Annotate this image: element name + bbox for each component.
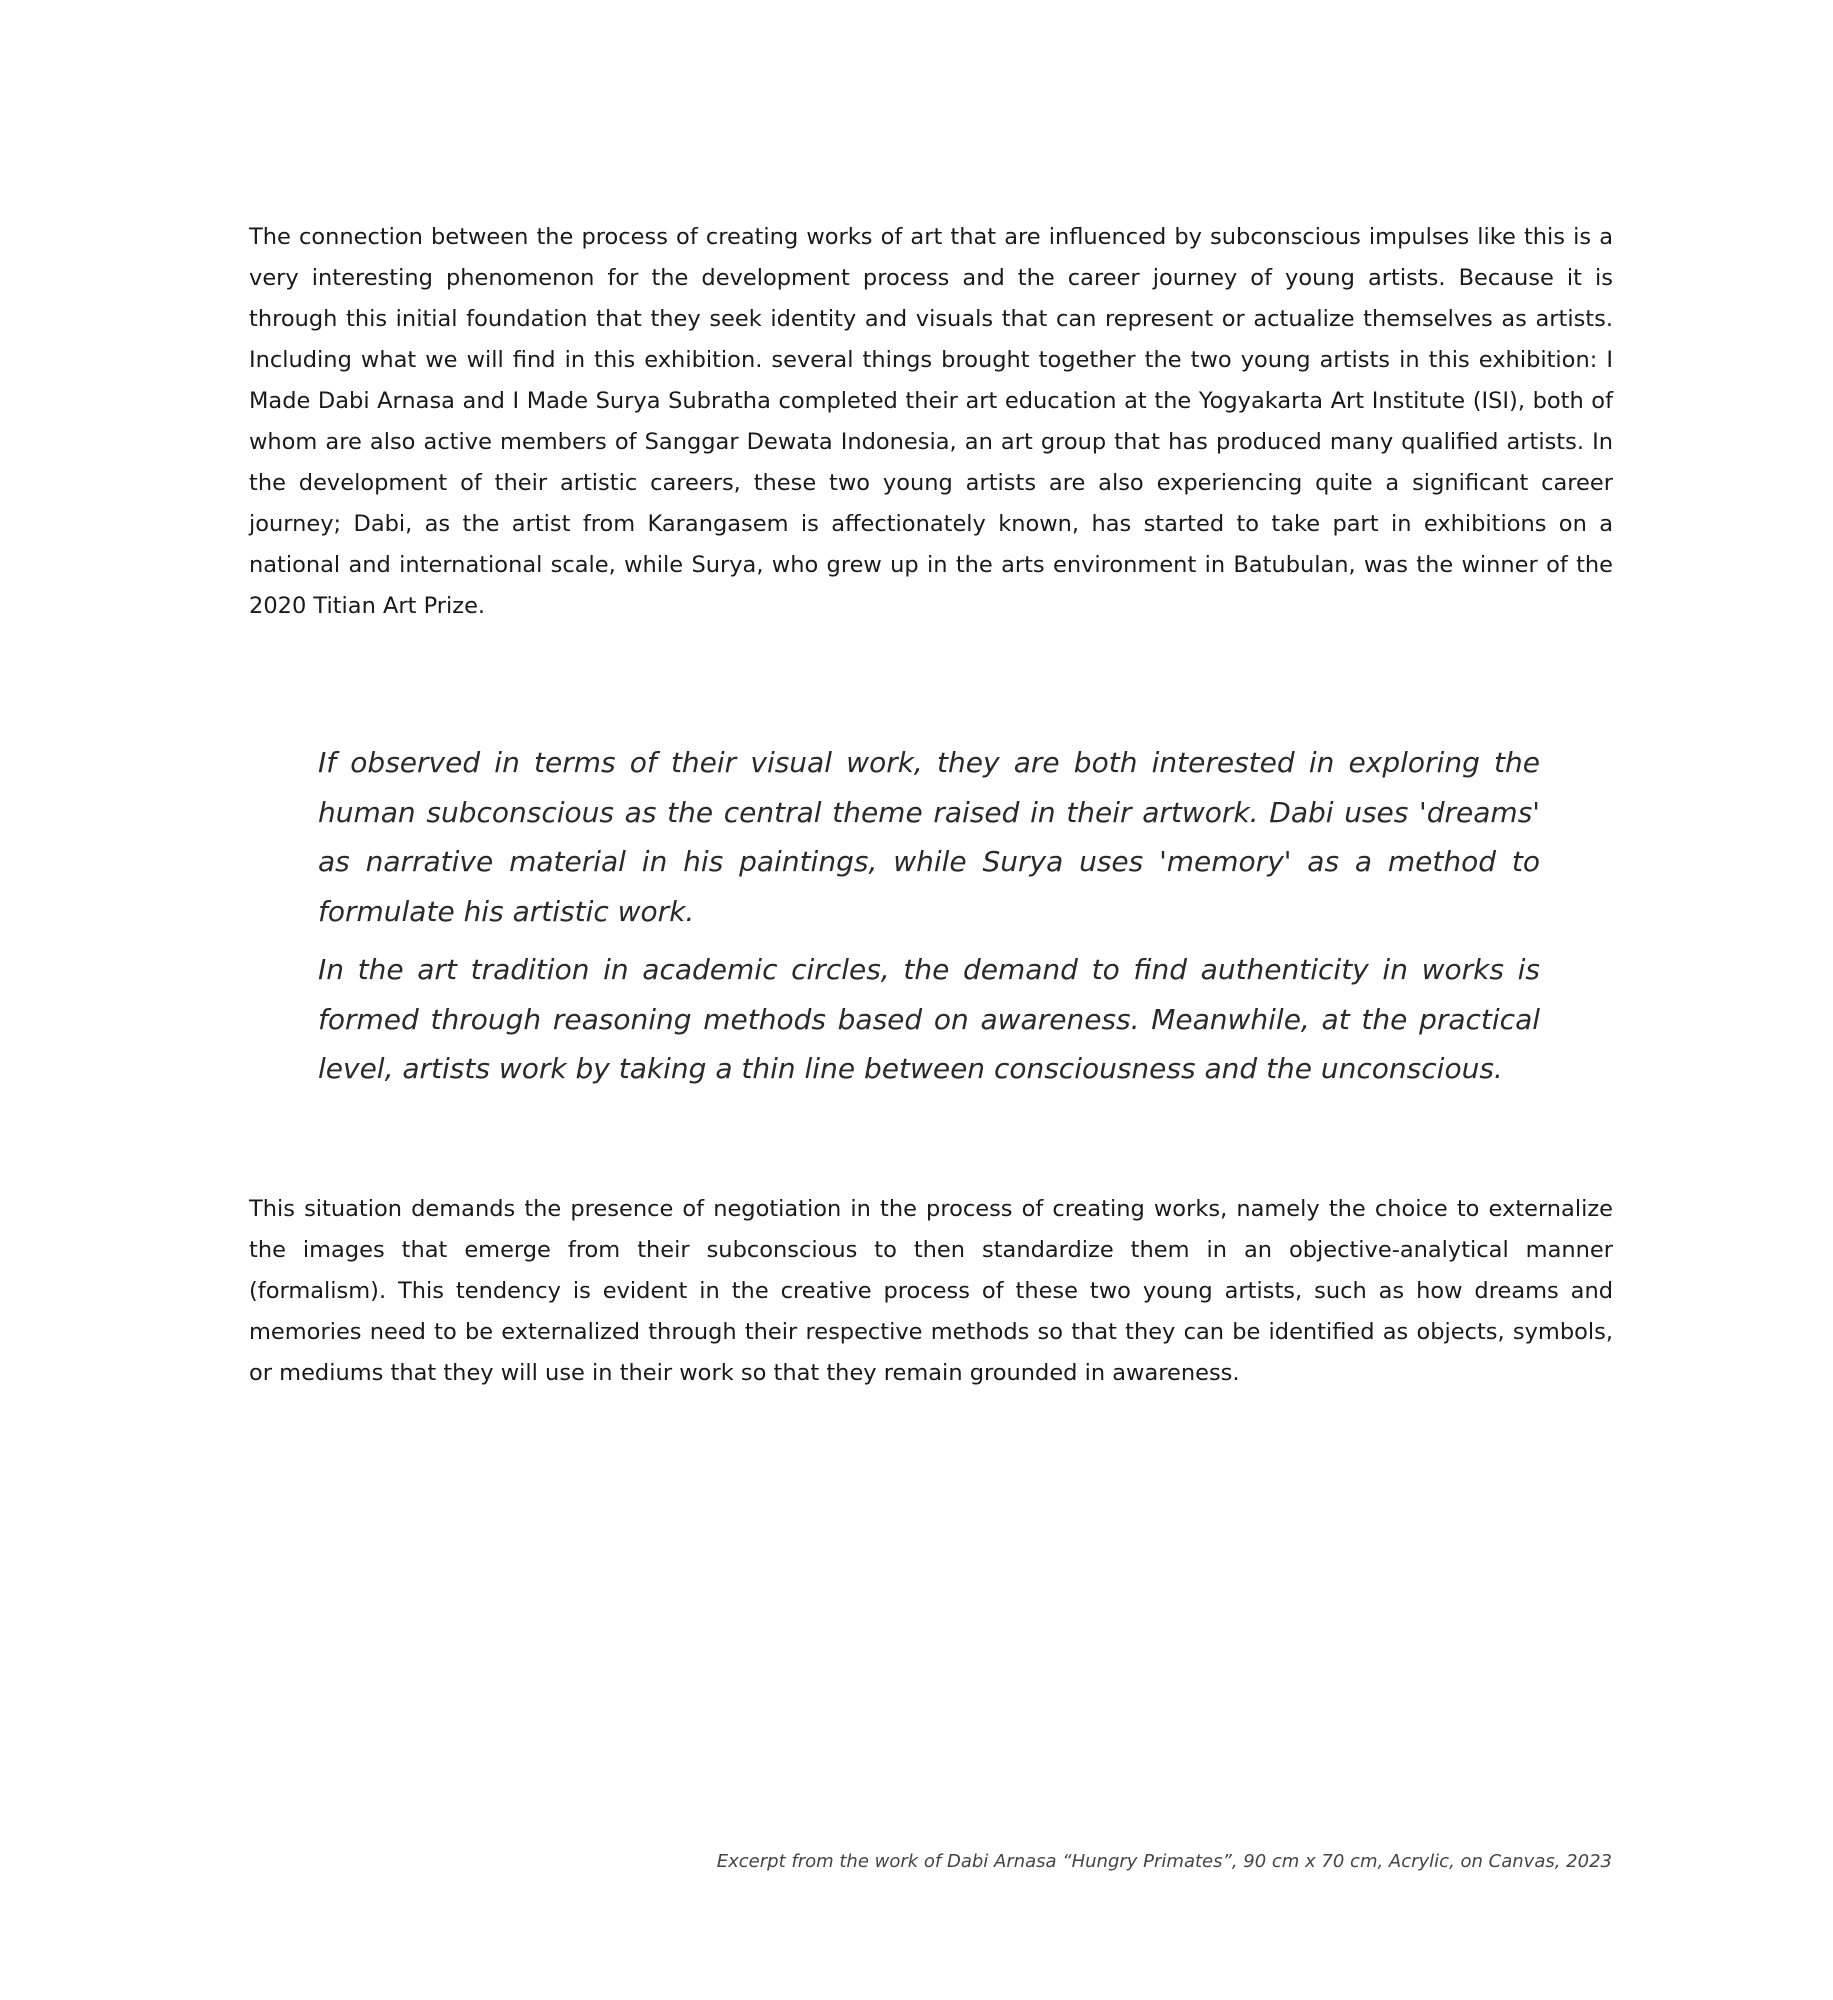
pull-quote-themes: If observed in terms of their visual work, they are both interested in exploring the human subconscious as the central theme raised in their artwork. Dabi uses 'dreams' as narrative material in his paintings, while Surya uses 'memory' as a method to formulate his artistic work. [318,746,1540,928]
pull-quote-tradition: In the art tradition in academic circles, the demand to find authenticity in works is formed through reasoning methods based on awareness. Meanwhile, at the practical level, artists work by taking a thin line between consciousness and the unconscious. [318,953,1540,1085]
artwork-caption: Excerpt from the work of Dabi Arnasa “Hungry Primates”, 90 cm x 70 cm, Acrylic, on Canvas, 2023 [716,1851,1612,1872]
body-paragraph-intro: The connection between the process of creating works of art that are influenced by subconscious impulses like this is a very interesting phenomenon for the development process and the career journey of young artists. Because it is through this initial foundation that they seek identity and visuals that can represent or actualize themselves as artists. Including what we will find in this exhibition. several things brought together the two young artists in this exhibition: I Made Dabi Arnasa and I Made Surya Subratha completed their art education at the Yogyakarta Art Institute (ISI), both of whom are also active members of Sanggar Dewata Indonesia, an art group that has produced many qualified artists. In the development of their artistic careers, these two young artists are also experiencing quite a significant career journey; Dabi, as the artist from Karangasem is affectionately known, has started to take part in exhibitions on a national and international scale, while Surya, who grew up in the arts environment in Batubulan, was the winner of the 2020 Titian Art Prize. [249,224,1613,619]
body-paragraph-negotiation: This situation demands the presence of negotiation in the process of creating works, namely the choice to externalize the images that emerge from their subconscious to then standardize them in an objective-analytical manner (formalism). This tendency is evident in the creative process of these two young artists, such as how dreams and memories need to be externalized through their respective methods so that they can be identified as objects, symbols, or mediums that they will use in their work so that they remain grounded in awareness. [249,1196,1613,1386]
